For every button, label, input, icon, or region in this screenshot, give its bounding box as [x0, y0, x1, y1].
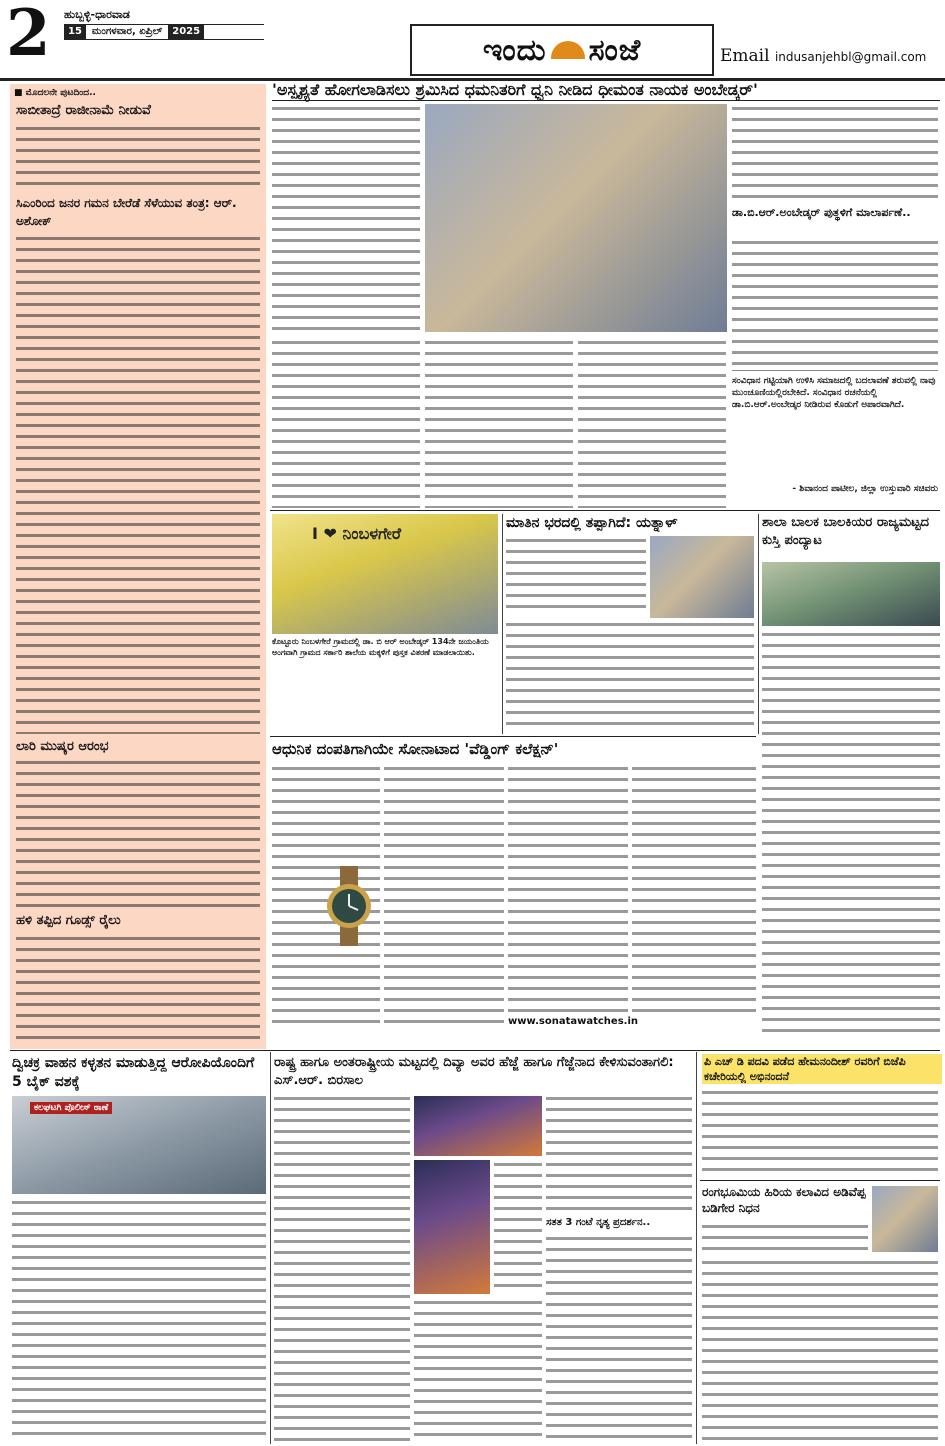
yatnal-headline: ಮಾತಿನ ಭರದಲ್ಲಿ ತಪ್ಪಾಗಿದೆ: ಯತ್ನಾಳ್ — [506, 515, 678, 531]
divider — [758, 514, 759, 734]
divider — [696, 1052, 697, 1444]
main-subhead: ಡಾ.ಬಿ.ಆರ್.ಅಂಬೇಡ್ಕರ್ ಪುತ್ಥಳಿಗೆ ಮಾಲಾರ್ಪಣೆ.. — [732, 206, 911, 219]
bike-theft-headline: ದ್ವಿಚಕ್ರ ವಾಹನ ಕಳ್ಳತನ ಮಾಡುತ್ತಿದ್ದ ಆರೋಪಿಯೊಂದಿಗೆ 5 ಬೈಕ್ ವಶಕ್ಕೆ — [12, 1055, 255, 1090]
date-year: 2025 — [168, 25, 204, 39]
date-block — [64, 8, 264, 40]
main-text-col1b — [272, 338, 420, 508]
yatnal-photo — [650, 536, 754, 618]
divya-text-col3 — [546, 1094, 692, 1214]
city-name: ಹುಬ್ಬಳ್ಳಿ-ಧಾರವಾಡ — [64, 8, 130, 21]
divya-headline: ರಾಷ್ಟ್ರ ಹಾಗೂ ಅಂತರಾಷ್ಟ್ರೀಯ ಮಟ್ಟದಲ್ಲಿ ದಿವ್ಯಾ ಅವರ ಹೆಜ್ಜೆ ಹಾಗೂ ಗೆಜ್ಜೆನಾದ ಕೇಳಿಸುವಂತಾಗಲಿ: ಎಸ್.ಆರ್. ಬಿರಸಾಲ — [274, 1055, 674, 1088]
wedding-text-col3 — [508, 764, 628, 1014]
wedding-col2 — [384, 764, 504, 1030]
wristwatch-icon — [318, 866, 380, 946]
bike-theft-photo — [12, 1096, 266, 1194]
phd-headline: ಪಿ ಎಚ್ ಡಿ ಪದವಿ ಪಡೆದ ಹೇಮನಂದೀಶ್ ರವರಿಗೆ ಬಿಜೆಪಿ ಕಚೇರಿಯಲ್ಲಿ ಅಭಿನಂದನೆ — [702, 1054, 942, 1084]
yatnal-text-2 — [506, 620, 754, 730]
main-text-col1 — [272, 104, 420, 334]
bike-theft-text — [12, 1198, 266, 1442]
main-text-col4 — [732, 104, 938, 204]
divya-dancer-photo — [414, 1160, 490, 1294]
continued-tag: ■ ಮೊದಲನೇ ಪುಟದಿಂದ.. — [14, 88, 96, 98]
divya-text-col2 — [494, 1160, 542, 1294]
email-address: indusanjehbl@gmail.com — [774, 50, 927, 64]
wedding-text-col2 — [384, 764, 504, 870]
col1-headline-3: ಲಾರಿ ಮುಷ್ಕರ ಆರಂಭ — [16, 739, 109, 754]
yatnal-text-1 — [506, 536, 646, 616]
wedding-headline: ಆಧುನಿಕ ದಂಪತಿಗಾಗಿಯೇ ಸೋನಾಟಾದ 'ವೆಡ್ಡಿಂಗ್ ಕಲೆಕ್ಷನ್' — [272, 740, 559, 758]
divya-text-col1 — [274, 1094, 410, 1442]
left-column — [10, 84, 266, 1049]
masthead-left: ಇಂದು — [482, 32, 547, 68]
main-text-col3 — [578, 338, 726, 508]
divider — [700, 1180, 940, 1181]
masthead-right: ಸಂಜೆ — [588, 32, 642, 68]
date-day: 15 — [64, 25, 86, 39]
divider — [10, 1050, 940, 1051]
divya-text-col3b — [546, 1234, 692, 1442]
date-text: ಮಂಗಳವಾರ, ಏಪ್ರಿಲ್ — [91, 26, 163, 37]
wrestling-headline: ಶಾಲಾ ಬಾಲಕ ಬಾಲಕಿಯರ ರಾಜ್ಯಮಟ್ಟದ ಕುಸ್ತಿ ಪಂದ್ಯಾಟ — [762, 515, 930, 548]
main-quote-author: - ಶಿವಾನಂದ ಪಾಟೀಲ, ಜಿಲ್ಲಾ ಉಸ್ತುವಾರಿ ಸಚಿವರು — [792, 484, 938, 494]
col1-text-2 — [16, 234, 260, 734]
nimbalagere-caption: ಕೊಟ್ಟೂರು ನಿಂಬಳಗೇರೆ ಗ್ರಾಮದಲ್ಲಿ ಡಾ. ಬಿ ಆರ್ ಅಂಬೇಡ್ಕರ್ 134ನೇ ಜಯಂತಿಯ ಅಂಗವಾಗಿ ಗ್ರಾಮದ ಸರ್ಕಾರಿ ಶಾಲೆಯ ಮಕ್ಕಳಿಗೆ ಪುಸ್ತಕ ವಿತರಣೆ ಮಾಡಲಾಯಿತು. — [272, 637, 489, 657]
nimbalagere-sign: I ❤ ನಿಂಬಳಗೇರೆ — [312, 524, 402, 543]
divider — [270, 510, 940, 511]
main-text-col4b — [732, 238, 938, 366]
divider — [270, 736, 756, 737]
divya-subhead: ಸತತ 3 ಗಂಟೆ ನೃತ್ಯ ಪ್ರದರ್ಶನ.. — [546, 1217, 651, 1228]
obituary-portrait — [872, 1186, 938, 1252]
email-line — [720, 46, 926, 66]
main-photo-leaders — [425, 104, 727, 332]
phd-text — [702, 1088, 938, 1178]
col1-text-4 — [16, 934, 260, 1044]
wrestling-photo — [762, 562, 940, 626]
divider — [502, 514, 503, 734]
nimbalagere-photo — [272, 514, 498, 634]
masthead — [410, 24, 714, 76]
divya-text-col2b — [414, 1298, 542, 1442]
obituary-text-2 — [702, 1258, 938, 1442]
col1-headline-2: ಸಿಎಂರಿಂದ ಜನರ ಗಮನ ಬೇರೆಡೆ ಸೆಳೆಯುವ ತಂತ್ರ: ಆರ್. ಅಶೋಕ್ — [16, 196, 237, 228]
main-headline: 'ಅಸ್ಪೃಶ್ಯತೆ ಹೋಗಲಾಡಿಸಲು ಶ್ರಮಿಸಿದ ಧಮನಿತರಿಗೆ ಧ್ವನಿ ನೀಡಿದ ಧೀಮಂತ ನಾಯಕ ಅಂಬೇಡ್ಕರ್' — [272, 80, 940, 101]
obituary-text-1 — [702, 1222, 868, 1254]
main-quote: ಸಂವಿಧಾನ ಗಟ್ಟಿಯಾಗಿ ಉಳಿಸಿ ಸಮಾಜದಲ್ಲಿ ಬದಲಾವಣೆ ತರುವಲ್ಲಿ ನಾವು ಮುಂಚೂಣಿಯಲ್ಲಿರಬೇಕಿದೆ. ಸಂವಿಧಾನ ರಚನೆಯಲ್ಲಿ ಡಾ.ಬಿ.ಆರ್.ಅಂಬೇಡ್ಕರ ನೀಡಿರುವ ಕೊಡುಗೆ ಅಪಾರವಾಗಿದೆ. — [732, 370, 938, 411]
divider — [270, 1052, 271, 1444]
wedding-text-col4 — [632, 764, 756, 1014]
col1-text-1 — [16, 124, 260, 190]
main-text-col2 — [425, 338, 573, 508]
page-number: 2 — [6, 0, 51, 71]
wrestling-text — [762, 630, 940, 1032]
email-label: Email — [720, 46, 770, 66]
police-station-sign: ಕಲಘಟಗಿ ಪೊಲೀಸ್ ಠಾಣೆ — [30, 1102, 112, 1114]
col1-text-3 — [16, 758, 260, 908]
sonata-url[interactable]: www.sonatawatches.in — [508, 1016, 638, 1027]
sun-logo-icon — [551, 41, 585, 59]
divya-stage-photo — [414, 1096, 542, 1156]
col1-headline-1: ಸಾಬೀತಾದ್ರೆ ರಾಜೀನಾಮೆ ನೀಡುವೆ — [16, 103, 151, 118]
obituary-headline: ರಂಗಭೂಮಿಯ ಹಿರಿಯ ಕಲಾವಿದ ಅಡಿವೆಪ್ಪ ಬಡಿಗೇರ ನಿಧನ — [702, 1185, 866, 1215]
wedding-text-col2b — [384, 874, 504, 1030]
col1-headline-4: ಹಳಿ ತಪ್ಪಿದ ಗೂಡ್ಸ್ ರೈಲು — [16, 913, 121, 928]
